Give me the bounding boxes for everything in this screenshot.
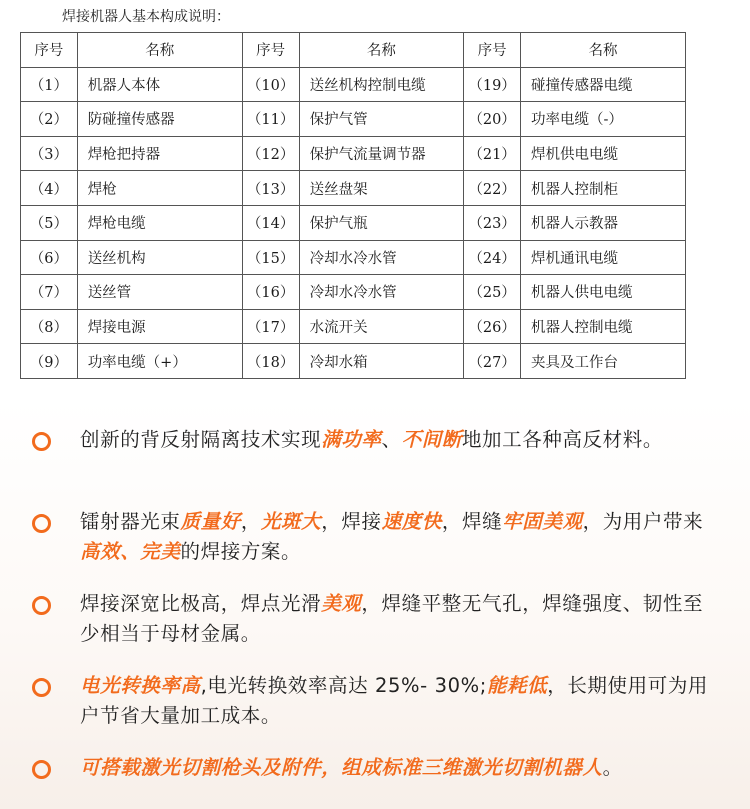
parts-section (0, 0, 750, 400)
highlight-text: 高效、完美 (80, 540, 181, 563)
body-text: ，焊接 (321, 510, 382, 533)
item-name: 功率电缆（+） (77, 344, 242, 379)
item-number: （4） (21, 171, 78, 206)
item-number: （26） (464, 309, 521, 344)
body-text: 。 (602, 756, 623, 779)
item-number: （5） (21, 205, 78, 240)
highlight-text: 美观 (321, 592, 362, 615)
table-caption: 焊接机器人基本构成说明： (62, 9, 230, 25)
feature-text (80, 589, 720, 649)
feature-text (80, 753, 720, 783)
highlight-text: 牢固美观 (502, 510, 583, 533)
header-name-2: 名称 (299, 33, 464, 68)
item-name: 焊枪 (77, 171, 242, 206)
table-row (21, 275, 686, 310)
body-text: ， (240, 510, 261, 533)
item-name: 机器人示教器 (521, 205, 686, 240)
item-name: 机器人本体 (77, 67, 242, 102)
ring-bullet-icon (32, 596, 51, 615)
item-name: 冷却水冷水管 (299, 275, 464, 310)
feature-text (80, 507, 720, 567)
item-number: （8） (21, 309, 78, 344)
table-row (21, 344, 686, 379)
body-text: ，为用户带来 (582, 510, 704, 533)
item-name: 焊机通讯电缆 (521, 240, 686, 275)
highlight-text: 能耗低 (486, 674, 548, 697)
item-name: 送丝管 (77, 275, 242, 310)
item-name: 防碰撞传感器 (77, 102, 242, 137)
item-number: （20） (464, 102, 521, 137)
table-row (21, 309, 686, 344)
item-number: （25） (464, 275, 521, 310)
item-number: （7） (21, 275, 78, 310)
highlight-text: 质量好 (180, 510, 241, 533)
ring-bullet-icon (32, 432, 51, 451)
body-text: 镭射器光束 (80, 510, 181, 533)
item-number: （14） (242, 205, 299, 240)
body-text: ，焊缝平整无气孔，焊缝强度、韧性至少相当于母材金属。 (80, 592, 704, 645)
ring-bullet-icon (32, 760, 51, 779)
item-name: 送丝机构控制电缆 (299, 67, 464, 102)
item-number: （13） (242, 171, 299, 206)
item-number: （17） (242, 309, 299, 344)
table-header-row (21, 33, 686, 68)
item-name: 冷却水冷水管 (299, 240, 464, 275)
components-table (20, 32, 686, 379)
table-row (21, 171, 686, 206)
item-number: （2） (21, 102, 78, 137)
item-number: （11） (242, 102, 299, 137)
highlight-text: 不间断 (401, 428, 462, 451)
table-row (21, 102, 686, 137)
item-name: 夹具及工作台 (521, 344, 686, 379)
ring-bullet-icon (32, 514, 51, 533)
ring-bullet-icon (32, 678, 51, 697)
highlight-text: 可搭载激光切割枪头及附件，组成标准三维激光切割机器人 (80, 756, 603, 779)
header-name-3: 名称 (521, 33, 686, 68)
body-text: 地加工各种高反材料。 (461, 428, 663, 451)
item-number: （27） (464, 344, 521, 379)
table-row (21, 205, 686, 240)
header-number-3: 序号 (464, 33, 521, 68)
item-number: （1） (21, 67, 78, 102)
highlight-text: 速度快 (381, 510, 442, 533)
body-text: 的焊接方案。 (180, 540, 302, 563)
item-name: 碰撞传感器电缆 (521, 67, 686, 102)
header-number-1: 序号 (21, 33, 78, 68)
item-name: 机器人供电电缆 (521, 275, 686, 310)
highlight-text: 满功率 (321, 428, 382, 451)
item-name: 送丝机构 (77, 240, 242, 275)
item-name: 水流开关 (299, 309, 464, 344)
body-text: 焊接深宽比极高，焊点光滑 (80, 592, 322, 615)
item-number: （10） (242, 67, 299, 102)
item-name: 机器人控制电缆 (521, 309, 686, 344)
feature-text (80, 425, 720, 455)
item-name: 冷却水箱 (299, 344, 464, 379)
item-name: 机器人控制柜 (521, 171, 686, 206)
item-name: 送丝盘架 (299, 171, 464, 206)
item-name: 功率电缆（-） (521, 102, 686, 137)
item-name: 焊机供电电缆 (521, 136, 686, 171)
table-row (21, 240, 686, 275)
body-text: ,电光转换效率高达 25%- 30%; (200, 674, 487, 697)
highlight-text: 光斑大 (260, 510, 322, 533)
item-name: 焊接电源 (77, 309, 242, 344)
item-number: （3） (21, 136, 78, 171)
item-number: （23） (464, 205, 521, 240)
header-number-2: 序号 (242, 33, 299, 68)
item-name: 焊枪把持器 (77, 136, 242, 171)
highlight-text: 电光转换率高 (80, 674, 201, 697)
header-name-1: 名称 (77, 33, 242, 68)
item-number: （12） (242, 136, 299, 171)
item-number: （15） (242, 240, 299, 275)
item-number: （22） (464, 171, 521, 206)
body-text: ，焊缝 (441, 510, 503, 533)
table-row (21, 67, 686, 102)
item-number: （6） (21, 240, 78, 275)
table-row (21, 136, 686, 171)
item-name: 保护气瓶 (299, 205, 464, 240)
feature-text (80, 671, 720, 731)
item-number: （21） (464, 136, 521, 171)
body-text: ，长期使用可为用户节省大量加工成本。 (80, 674, 709, 727)
item-name: 保护气管 (299, 102, 464, 137)
item-number: （16） (242, 275, 299, 310)
item-number: （24） (464, 240, 521, 275)
features-section (0, 400, 750, 809)
item-name: 保护气流量调节器 (299, 136, 464, 171)
item-number: （9） (21, 344, 78, 379)
item-number: （19） (464, 67, 521, 102)
item-name: 焊枪电缆 (77, 205, 242, 240)
body-text: 、 (381, 428, 402, 451)
body-text: 创新的背反射隔离技术实现 (80, 428, 322, 451)
item-number: （18） (242, 344, 299, 379)
